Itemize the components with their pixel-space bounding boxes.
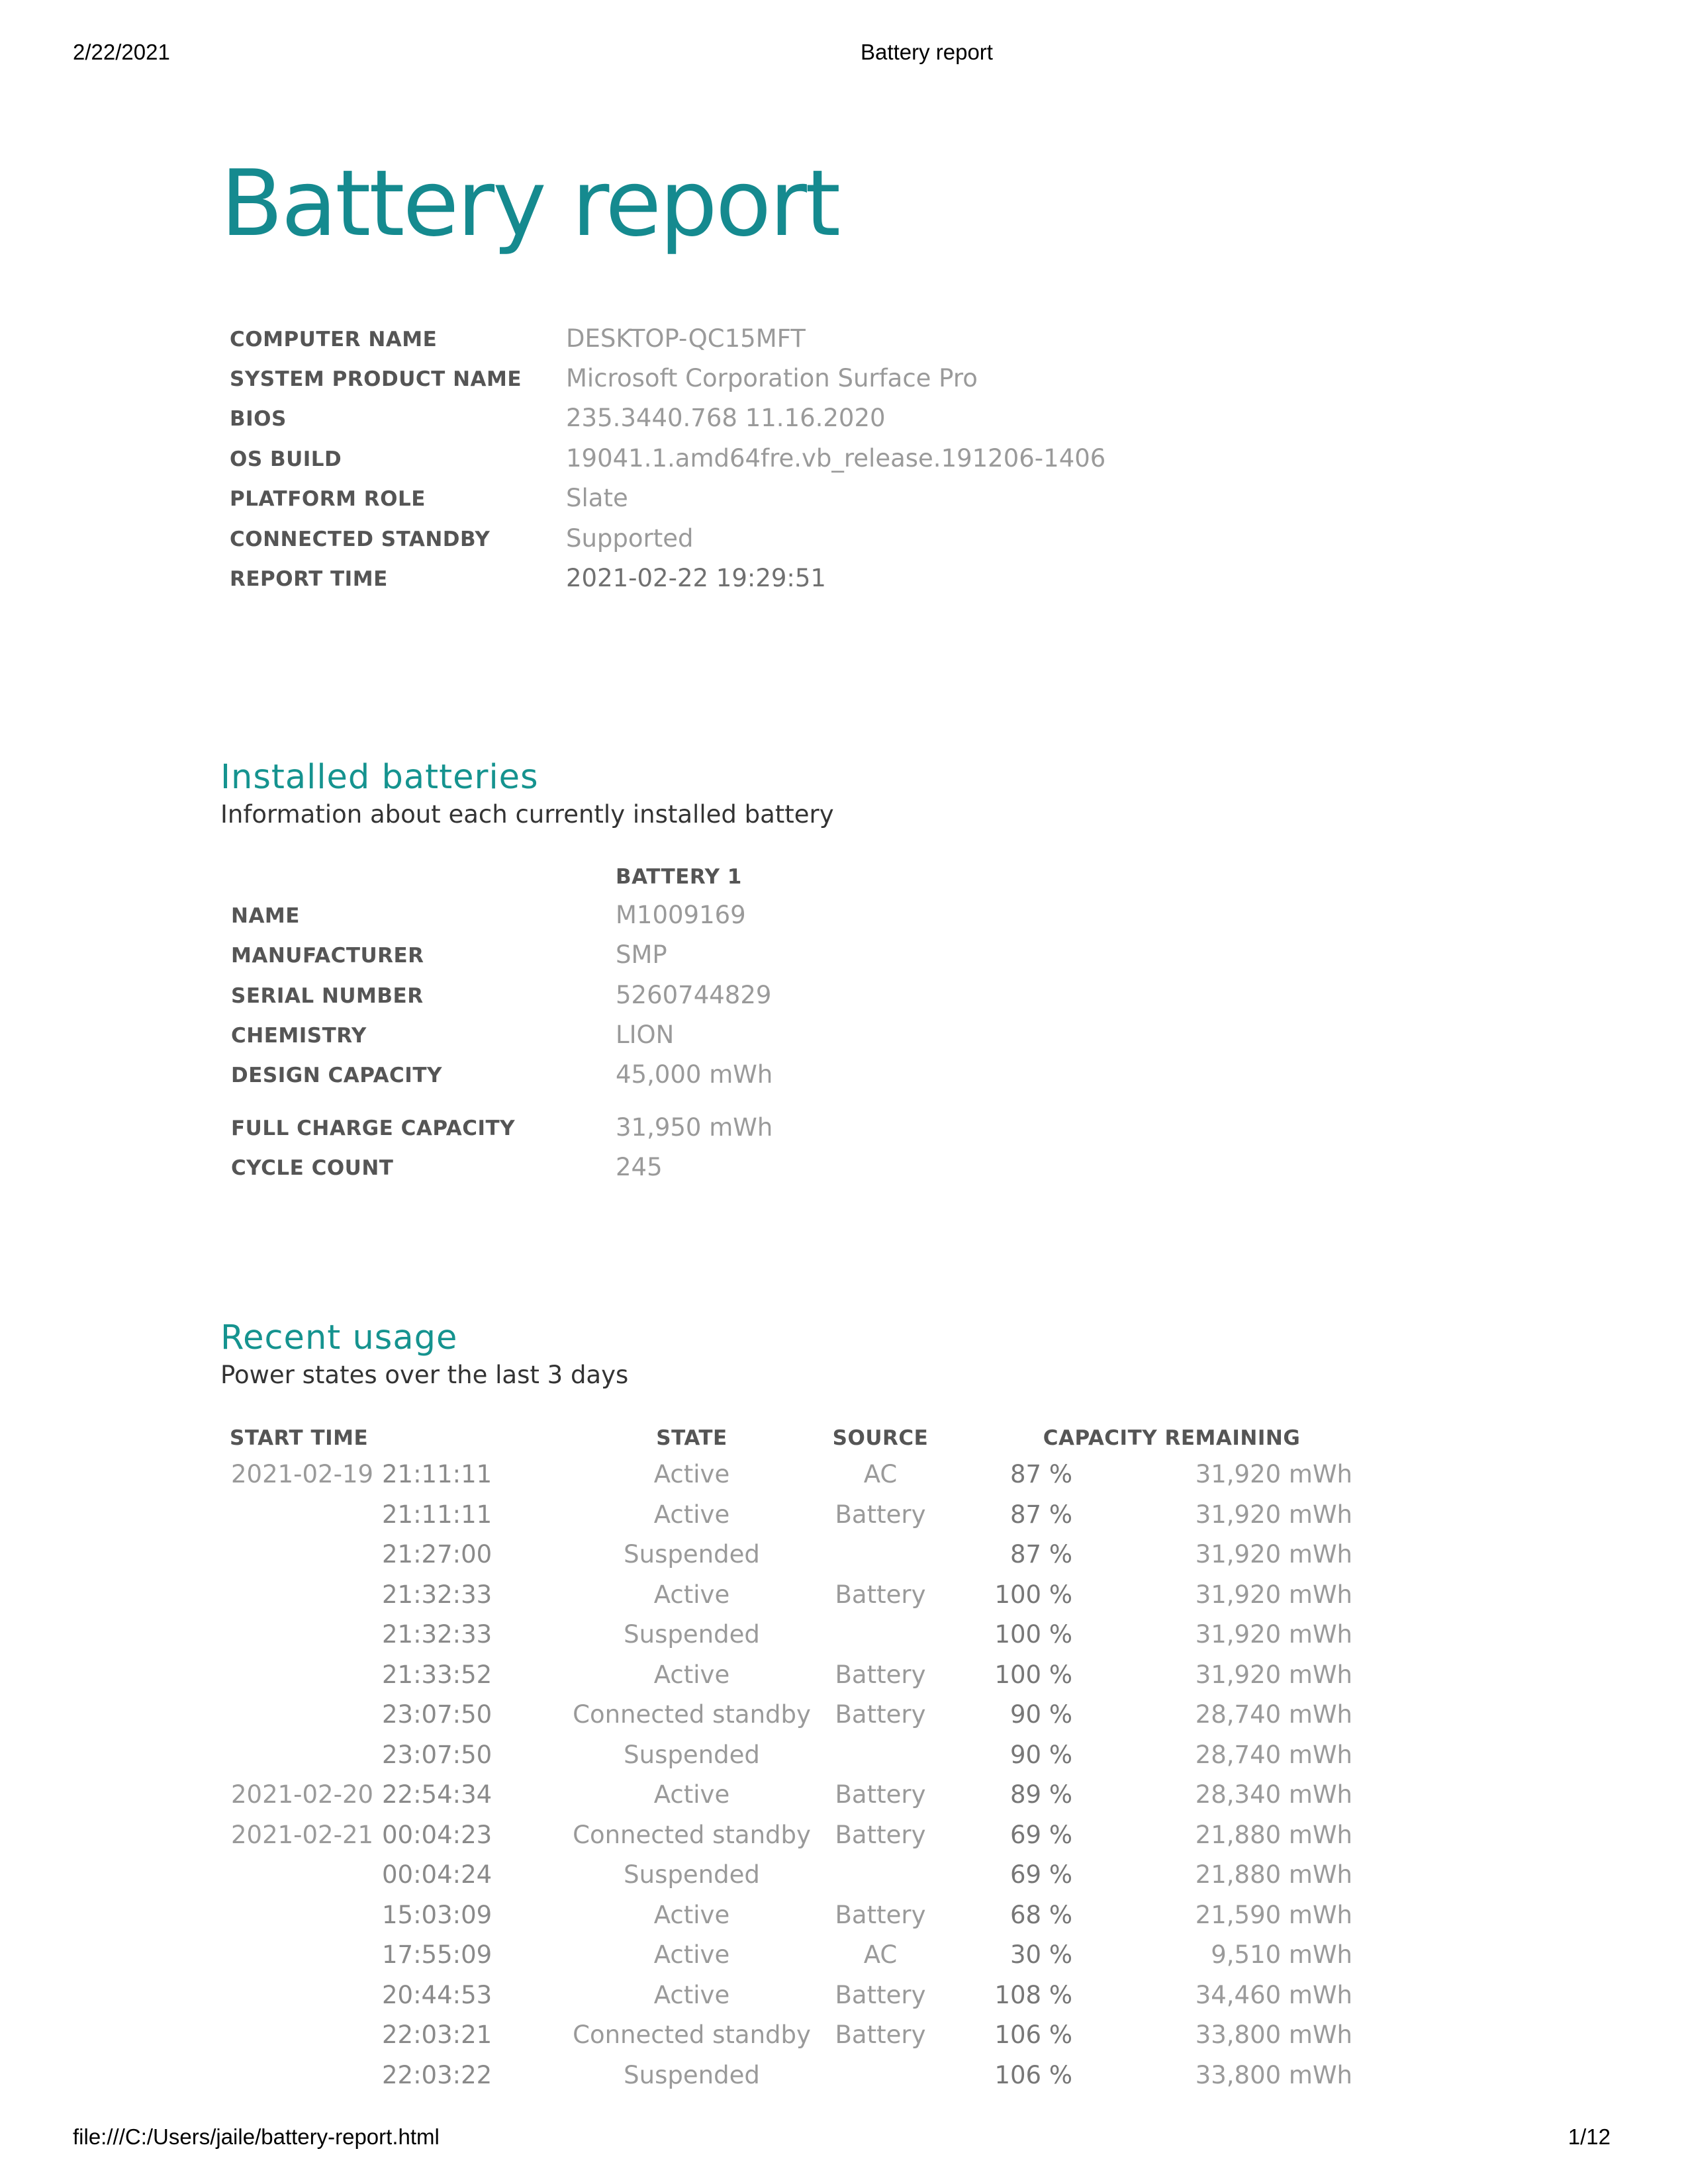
recent-usage-description: Power states over the last 3 days [220,1361,629,1389]
usage-row [0,1899,1688,1939]
usage-row [0,2059,1688,2099]
usage-percent: 87 % [1010,1460,1072,1488]
usage-state: Active [653,1940,730,1969]
usage-capacity: 31,920 mWh [1195,1500,1352,1529]
usage-percent: 30 % [1010,1940,1072,1969]
system-info-label: COMPUTER NAME [230,328,438,351]
usage-percent: 106 % [994,2021,1072,2049]
usage-capacity: 31,920 mWh [1195,1540,1352,1569]
usage-source: Battery [835,1661,926,1689]
usage-percent: 108 % [994,1981,1072,2009]
print-date: 2/22/2021 [73,40,170,64]
column-header-capacity: CAPACITY REMAINING [1043,1426,1301,1450]
battery-label: CYCLE COUNT [231,1156,394,1180]
battery-label: SERIAL NUMBER [231,984,424,1008]
usage-row [0,1498,1688,1539]
battery-value: 5260744829 [616,981,772,1009]
usage-time: 23:07:50 [382,1700,492,1729]
usage-time: 22:54:34 [382,1780,492,1809]
usage-state: Suspended [624,1540,760,1569]
system-info-value: Slate [566,484,628,512]
usage-percent: 100 % [994,1580,1072,1609]
usage-state: Active [653,1580,730,1609]
battery-value: LION [616,1021,675,1049]
battery-label: DESIGN CAPACITY [231,1064,442,1087]
usage-source: Battery [835,1700,926,1729]
battery-label: FULL CHARGE CAPACITY [231,1116,516,1140]
usage-capacity: 21,880 mWh [1195,1821,1352,1849]
print-header [0,40,1688,73]
usage-time: 22:03:21 [382,2021,492,2049]
usage-date: 2021-02-19 [231,1460,374,1488]
usage-source: AC [863,1940,898,1969]
usage-row [0,1659,1688,1699]
system-info-value: 235.3440.768 11.16.2020 [566,404,886,432]
usage-state: Active [653,1500,730,1529]
usage-capacity: 31,920 mWh [1195,1580,1352,1609]
usage-state: Suspended [624,1860,760,1889]
usage-time: 23:07:50 [382,1741,492,1769]
battery-value: 245 [616,1153,663,1181]
usage-time: 21:11:11 [382,1500,492,1529]
usage-percent: 106 % [994,2061,1072,2089]
system-info-label: CONNECTED STANDBY [230,527,491,551]
system-info-label: PLATFORM ROLE [230,487,426,511]
usage-row [0,1739,1688,1779]
usage-time: 21:32:33 [382,1620,492,1649]
usage-percent: 100 % [994,1661,1072,1689]
system-info-label: BIOS [230,407,287,431]
print-title: Battery report [861,40,993,64]
usage-capacity: 21,880 mWh [1195,1860,1352,1889]
usage-source: Battery [835,1580,926,1609]
usage-capacity: 28,340 mWh [1195,1780,1352,1809]
column-header-source: SOURCE [832,1426,929,1450]
report-title: Battery report [220,150,839,257]
usage-capacity: 31,920 mWh [1195,1620,1352,1649]
page-number: 1/12 [1568,2124,1611,2149]
usage-source: Battery [835,1981,926,2009]
battery-value: M1009169 [616,901,746,929]
usage-state: Connected standby [573,1821,811,1849]
battery-value: 31,950 mWh [616,1113,773,1142]
installed-batteries-title: Installed batteries [220,758,539,797]
usage-source: Battery [835,1500,926,1529]
usage-row [0,2019,1688,2059]
usage-state: Active [653,1981,730,2009]
system-info-value: Supported [566,524,694,553]
usage-state: Suspended [624,1741,760,1769]
battery-label: CHEMISTRY [231,1024,367,1048]
usage-state: Active [653,1901,730,1929]
usage-row [0,1979,1688,2019]
usage-row [0,1858,1688,1899]
usage-capacity: 33,800 mWh [1195,2021,1352,2049]
usage-state: Active [653,1661,730,1689]
battery-column-header: BATTERY 1 [616,865,742,889]
usage-percent: 90 % [1010,1741,1072,1769]
installed-batteries-description: Information about each currently installed battery [220,800,834,829]
usage-source: Battery [835,2021,926,2049]
usage-time: 21:11:11 [382,1460,492,1488]
recent-usage-title: Recent usage [220,1318,458,1357]
usage-time: 17:55:09 [382,1940,492,1969]
battery-label: MANUFACTURER [231,944,424,968]
system-info-value: 19041.1.amd64fre.vb_release.191206-1406 [566,444,1106,473]
system-info-label: SYSTEM PRODUCT NAME [230,367,522,391]
usage-percent: 100 % [994,1620,1072,1649]
usage-source: Battery [835,1821,926,1849]
battery-value: SMP [616,940,667,969]
usage-time: 00:04:24 [382,1860,492,1889]
usage-time: 21:27:00 [382,1540,492,1569]
usage-source: Battery [835,1780,926,1809]
usage-time: 00:04:23 [382,1821,492,1849]
usage-date: 2021-02-20 [231,1780,374,1809]
usage-percent: 68 % [1010,1901,1072,1929]
system-info-value: Microsoft Corporation Surface Pro [566,364,978,392]
usage-row [0,1698,1688,1739]
usage-row [0,1819,1688,1859]
usage-percent: 89 % [1010,1780,1072,1809]
usage-state: Active [653,1460,730,1488]
column-header-state: STATE [656,1426,727,1450]
usage-row [0,1458,1688,1498]
usage-capacity: 9,510 mWh [1211,1940,1352,1969]
column-header-start-time: START TIME [230,1426,369,1450]
usage-capacity: 21,590 mWh [1195,1901,1352,1929]
usage-capacity: 31,920 mWh [1195,1661,1352,1689]
system-info-value: DESKTOP-QC15MFT [566,324,806,353]
usage-state: Connected standby [573,2021,811,2049]
usage-state: Active [653,1780,730,1809]
usage-percent: 87 % [1010,1540,1072,1569]
usage-row [0,1778,1688,1819]
usage-percent: 69 % [1010,1860,1072,1889]
battery-label: NAME [231,904,300,928]
usage-state: Connected standby [573,1700,811,1729]
usage-state: Suspended [624,2061,760,2089]
usage-time: 20:44:53 [382,1981,492,2009]
usage-row [0,1538,1688,1578]
print-url: file:///C:/Users/jaile/battery-report.html [73,2124,440,2149]
usage-percent: 90 % [1010,1700,1072,1729]
usage-source: AC [863,1460,898,1488]
usage-source: Battery [835,1901,926,1929]
usage-time: 21:33:52 [382,1661,492,1689]
battery-value: 45,000 mWh [616,1060,773,1089]
usage-time: 22:03:22 [382,2061,492,2089]
system-info-label: OS BUILD [230,447,342,471]
usage-time: 21:32:33 [382,1580,492,1609]
usage-time: 15:03:09 [382,1901,492,1929]
usage-capacity: 34,460 mWh [1195,1981,1352,2009]
usage-capacity: 33,800 mWh [1195,2061,1352,2089]
usage-row [0,1938,1688,1979]
system-info-value: 2021-02-22 19:29:51 [566,564,826,592]
usage-percent: 87 % [1010,1500,1072,1529]
usage-state: Suspended [624,1620,760,1649]
usage-percent: 69 % [1010,1821,1072,1849]
system-info-label: REPORT TIME [230,567,388,591]
usage-capacity: 28,740 mWh [1195,1700,1352,1729]
usage-capacity: 31,920 mWh [1195,1460,1352,1488]
usage-row [0,1618,1688,1659]
usage-row [0,1578,1688,1619]
usage-capacity: 28,740 mWh [1195,1741,1352,1769]
usage-date: 2021-02-21 [231,1821,374,1849]
print-footer [0,2124,1688,2158]
